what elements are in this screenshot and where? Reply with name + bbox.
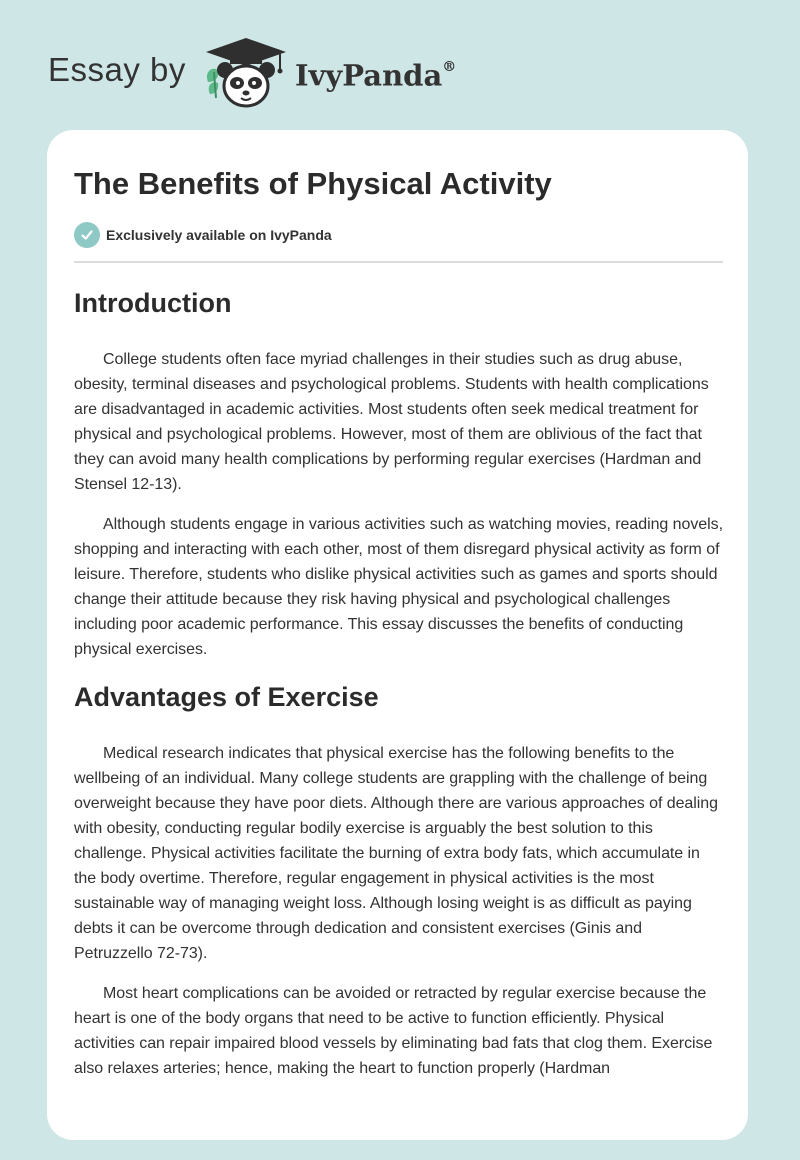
section-heading-advantages: Advantages of Exercise	[74, 682, 379, 712]
exclusive-badge	[74, 222, 332, 248]
paragraph: Most heart complications can be avoided or retracted by regular exercise because the heart is one of the body organs that need to be active to function efficiently. Physical activities can repair impaired blood vessels by eliminating bad fats that clog them. Exercise also relaxes arteries; hence, making the heart to function properly (Hardman	[74, 985, 713, 1077]
essay-by-label: Essay by	[48, 51, 186, 88]
section-heading-introduction: Introduction	[74, 288, 232, 318]
essay-card	[47, 130, 748, 1140]
essay-body	[74, 280, 723, 1081]
paragraph: College students often face myriad challenges in their studies such as drug abuse, obesity, terminal diseases and psychological problems. Students with health complications are disadvantaged in academic activities. Most students often seek medical treatment for physical and psychological problems. However, most of them are oblivious of the fact that they can avoid many health complications by performing regular exercises (Hardman and Stensel 12-13).	[74, 351, 709, 493]
paragraph: Although students engage in various activities such as watching movies, reading novels, shopping and interacting with each other, most of them disregard physical activity as form of leisure. Therefore, students who dislike physical activities such as games and sports should change their attitude because they risk having physical and psychological challenges including poor academic performance. This essay discusses the benefits of conducting physical exercises.	[74, 516, 724, 658]
brand-text: IvyPanda	[295, 58, 443, 93]
divider	[74, 261, 723, 263]
registered-mark: ®	[442, 59, 457, 75]
page-title: The Benefits of Physical Activity	[74, 166, 552, 201]
paragraph: Medical research indicates that physical exercise has the following benefits to the wellbeing of an individual. Many college students are grappling with the challenge of being overweight because they have poor diets. Although there are various approaches of dealing with obesity, conducting regular bodily exercise is arguably the best solution to this challenge. Physical activities facilitate the burning of extra body fats, which accumulate in the body overtime. Therefore, regular engagement in physical activities is the most sustainable way of managing weight loss. Although losing weight is as difficult as paying debts it can be overcome through dedication and consistent exercises (Ginis and Petruzzello 72-73).	[74, 745, 718, 962]
brand-name[interactable]	[295, 53, 456, 94]
site-header	[0, 0, 800, 120]
check-icon	[74, 222, 100, 248]
ivypanda-logo-icon[interactable]	[200, 36, 292, 110]
exclusive-label: Exclusively available on IvyPanda	[106, 227, 332, 243]
